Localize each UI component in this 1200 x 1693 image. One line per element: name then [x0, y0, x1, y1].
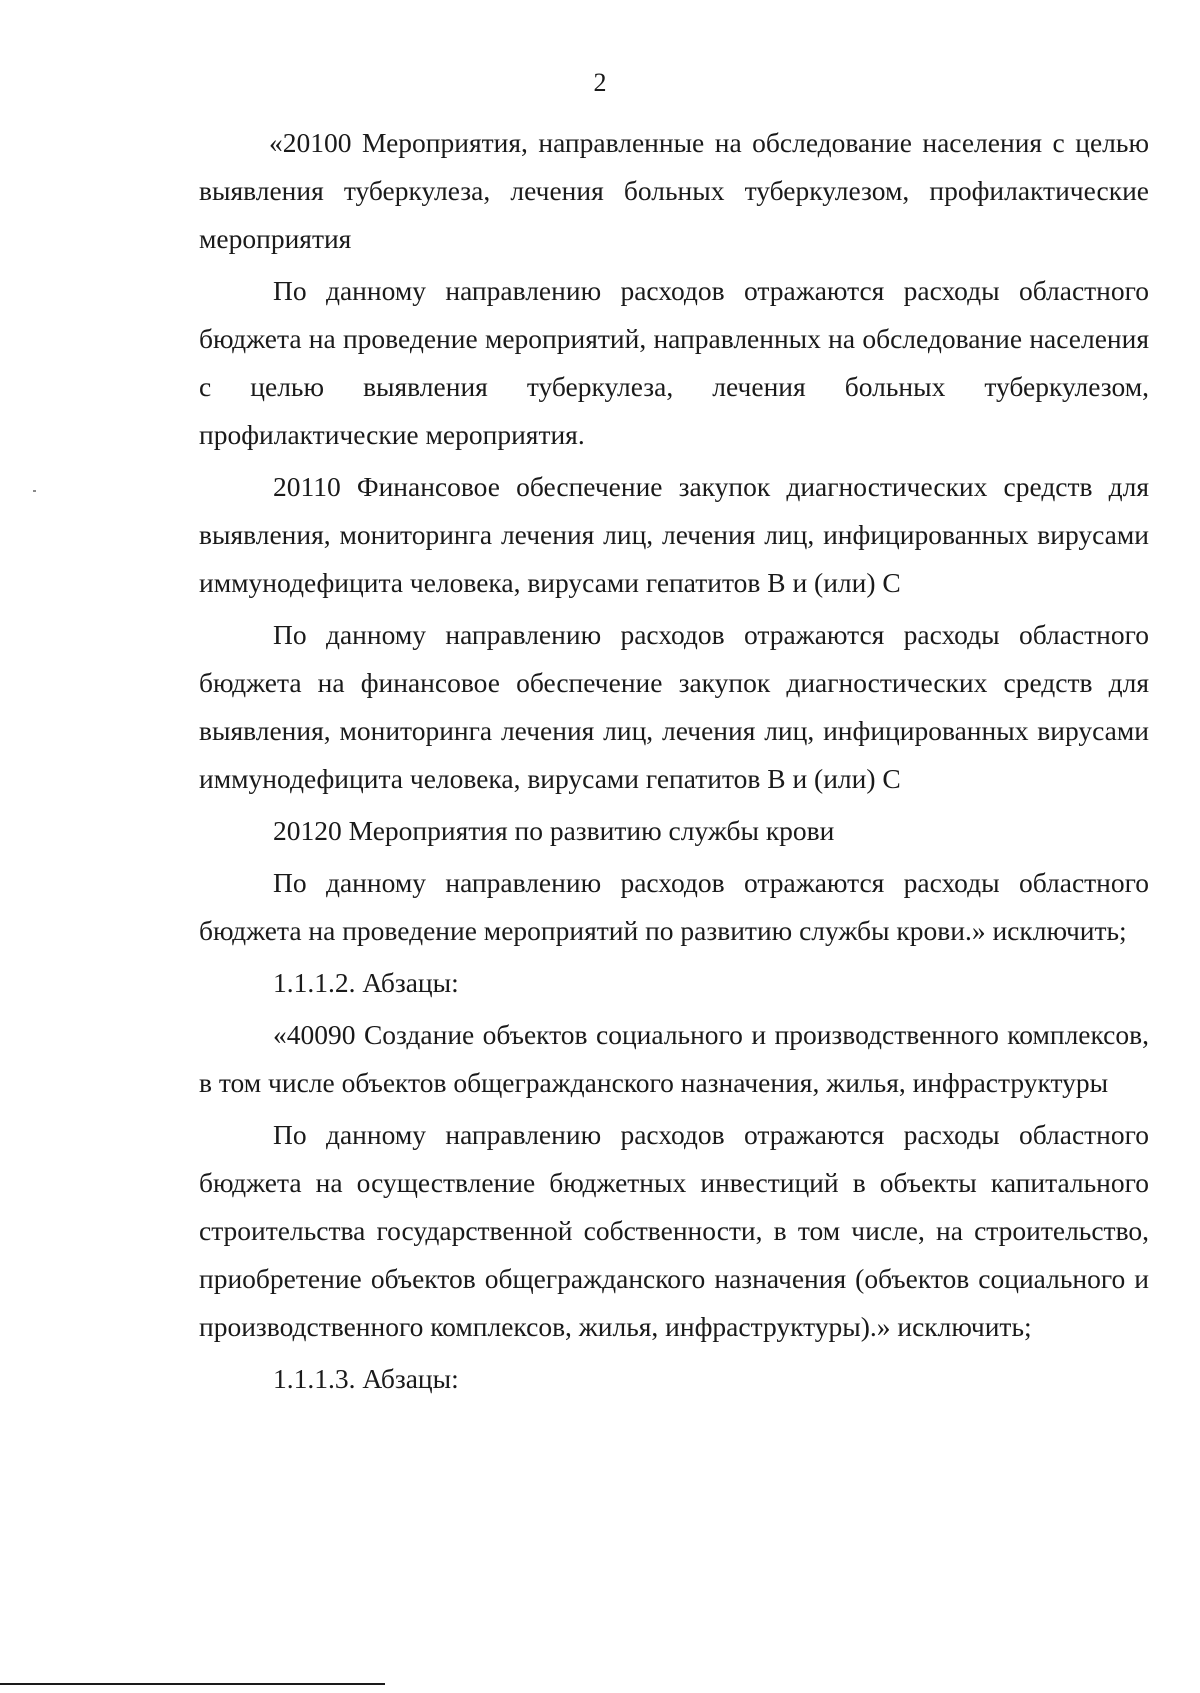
- paragraph-20100-heading: «20100 Мероприятия, направленные на обследование населения с целью выявления туберкулеза, лечения больных туберкулезом, профилактические мероприятия: [199, 127, 1149, 254]
- paragraph-40090-description: По данному направлению расходов отражаются расходы областного бюджета на осуществление бюджетных инвестиций в объекты капитального строительства государственной собственности, в том числе, на строительство, приобретение объектов общегражданского назначения (объектов социального и производственного комплексов, жилья, инфраструктуры).» исключить;: [199, 1119, 1149, 1342]
- paragraph-20100-description: По данному направлению расходов отражаются расходы областного бюджета на проведение мероприятий, направленных на обследование населения с целью выявления туберкулеза, лечения больных туберкулезом, профилактические мероприятия.: [199, 275, 1149, 450]
- page-number: 2: [593, 68, 607, 97]
- scan-artifact: [33, 490, 36, 492]
- paragraph-20110-description: По данному направлению расходов отражаются расходы областного бюджета на финансовое обеспечение закупок диагностических средств для выявления, мониторинга лечения лиц, лечения лиц, инфицированных вирусами иммунодефицита человека, вирусами гепатитов В и (или) С: [199, 619, 1149, 794]
- paragraph-20120-description: По данному направлению расходов отражаются расходы областного бюджета на проведение мероприятий по развитию службы крови.» исключить;: [199, 867, 1149, 946]
- paragraph-clause-1-1-1-2: 1.1.1.2. Абзацы:: [273, 967, 459, 998]
- paragraph-clause-1-1-1-3: 1.1.1.3. Абзацы:: [273, 1363, 459, 1394]
- document-body: [199, 119, 1149, 1403]
- paragraph-40090-heading: «40090 Создание объектов социального и производственного комплексов, в том числе объектов общегражданского назначения, жилья, инфраструктуры: [199, 1019, 1149, 1098]
- paragraph-20110-heading: 20110 Финансовое обеспечение закупок диагностических средств для выявления, мониторинга лечения лиц, лечения лиц, инфицированных вирусами иммунодефицита человека, вирусами гепатитов В и (или) С: [199, 471, 1149, 598]
- paragraph-20120-heading: 20120 Мероприятия по развитию службы крови: [273, 815, 835, 846]
- bottom-rule: [0, 1683, 385, 1685]
